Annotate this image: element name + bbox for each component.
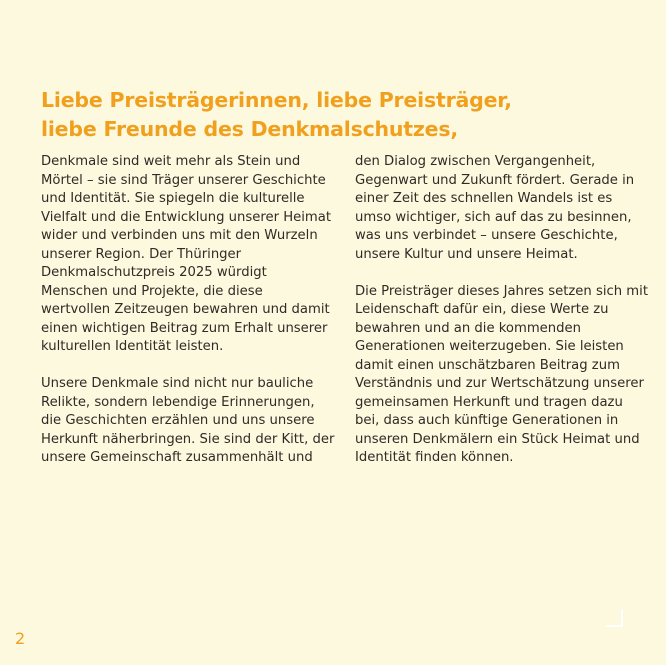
heading-line-2: liebe Freunde des Denkmalschutzes,: [41, 117, 458, 141]
text-line: Generationen weiterzugeben. Sie leisten: [355, 339, 624, 354]
text-line: Unsere Denkmale sind nicht nur bauliche: [41, 376, 314, 391]
text-line: bewahren und an die kommenden: [355, 320, 581, 336]
text-line: wider und verbinden uns mit den Wurzeln: [41, 228, 318, 243]
text-line: Menschen und Projekte, die diese: [41, 283, 263, 299]
text-line: unseren Denkmälern ein Stück Heimat und: [355, 431, 640, 447]
text-line: unserer Region. Der Thüringer: [41, 246, 242, 262]
text-line: Die Preisträger dieses Jahres setzen sich mit: [355, 283, 648, 299]
text-line: damit einen unschätzbaren Beitrag zum: [355, 357, 620, 373]
text-line: Mörtel – sie sind Träger unserer Geschichte: [41, 172, 326, 188]
text-line: die Geschichten erzählen und uns unsere: [41, 413, 315, 428]
text-line: Relikte, sondern lebendige Erinnerungen,: [41, 394, 315, 410]
text-line: Vielfalt und die Entwicklung unserer Heimat: [41, 209, 332, 225]
paragraph: [355, 153, 645, 264]
text-line: und Identität. Sie spiegeln die kulturelle: [41, 191, 305, 206]
text-line: unsere Kultur und unsere Heimat.: [355, 246, 578, 262]
text-line: Gegenwart und Zukunft fördert. Gerade in: [355, 172, 635, 188]
text-line: was uns verbindet – unsere Geschichte,: [355, 228, 618, 243]
text-line: umso wichtiger, sich auf das zu besinnen,: [355, 209, 632, 225]
right-text-column: [355, 153, 648, 486]
text-line: bei, dass auch künftige Generationen in: [355, 413, 619, 428]
paragraph: [41, 375, 335, 468]
page-heading: [41, 86, 512, 144]
text-line: Denkmalschutzpreis 2025 würdigt: [41, 265, 267, 280]
corner-crop-mark: [606, 610, 623, 627]
paragraph: [355, 283, 648, 468]
left-text-column: [41, 153, 335, 486]
text-line: Denkmale sind weit mehr als Stein und: [41, 154, 301, 169]
text-line: gemeinsamen Herkunft und tragen dazu: [355, 394, 623, 410]
text-line: Verständnis und zur Wertschätzung unserer: [355, 376, 644, 391]
text-line: den Dialog zwischen Vergangenheit,: [355, 154, 596, 169]
text-line: Herkunft näherbringen. Sie sind der Kitt, der: [41, 431, 335, 447]
text-line: einen wichtigen Beitrag zum Erhalt unserer: [41, 320, 328, 336]
text-line: einer Zeit des schnellen Wandels ist es: [355, 191, 613, 206]
text-line: Leidenschaft dafür ein, diese Werte zu: [355, 302, 609, 317]
paragraph: [41, 153, 331, 357]
heading-line-1: Liebe Preisträgerinnen, liebe Preisträger,: [41, 88, 512, 112]
text-line: Identität finden können.: [355, 450, 514, 465]
text-line: wertvollen Zeitzeugen bewahren und damit: [41, 302, 330, 317]
text-line: kulturellen Identität leisten.: [41, 339, 224, 354]
page-number: 2: [15, 629, 26, 648]
text-line: unsere Gemeinschaft zusammenhält und: [41, 450, 313, 465]
